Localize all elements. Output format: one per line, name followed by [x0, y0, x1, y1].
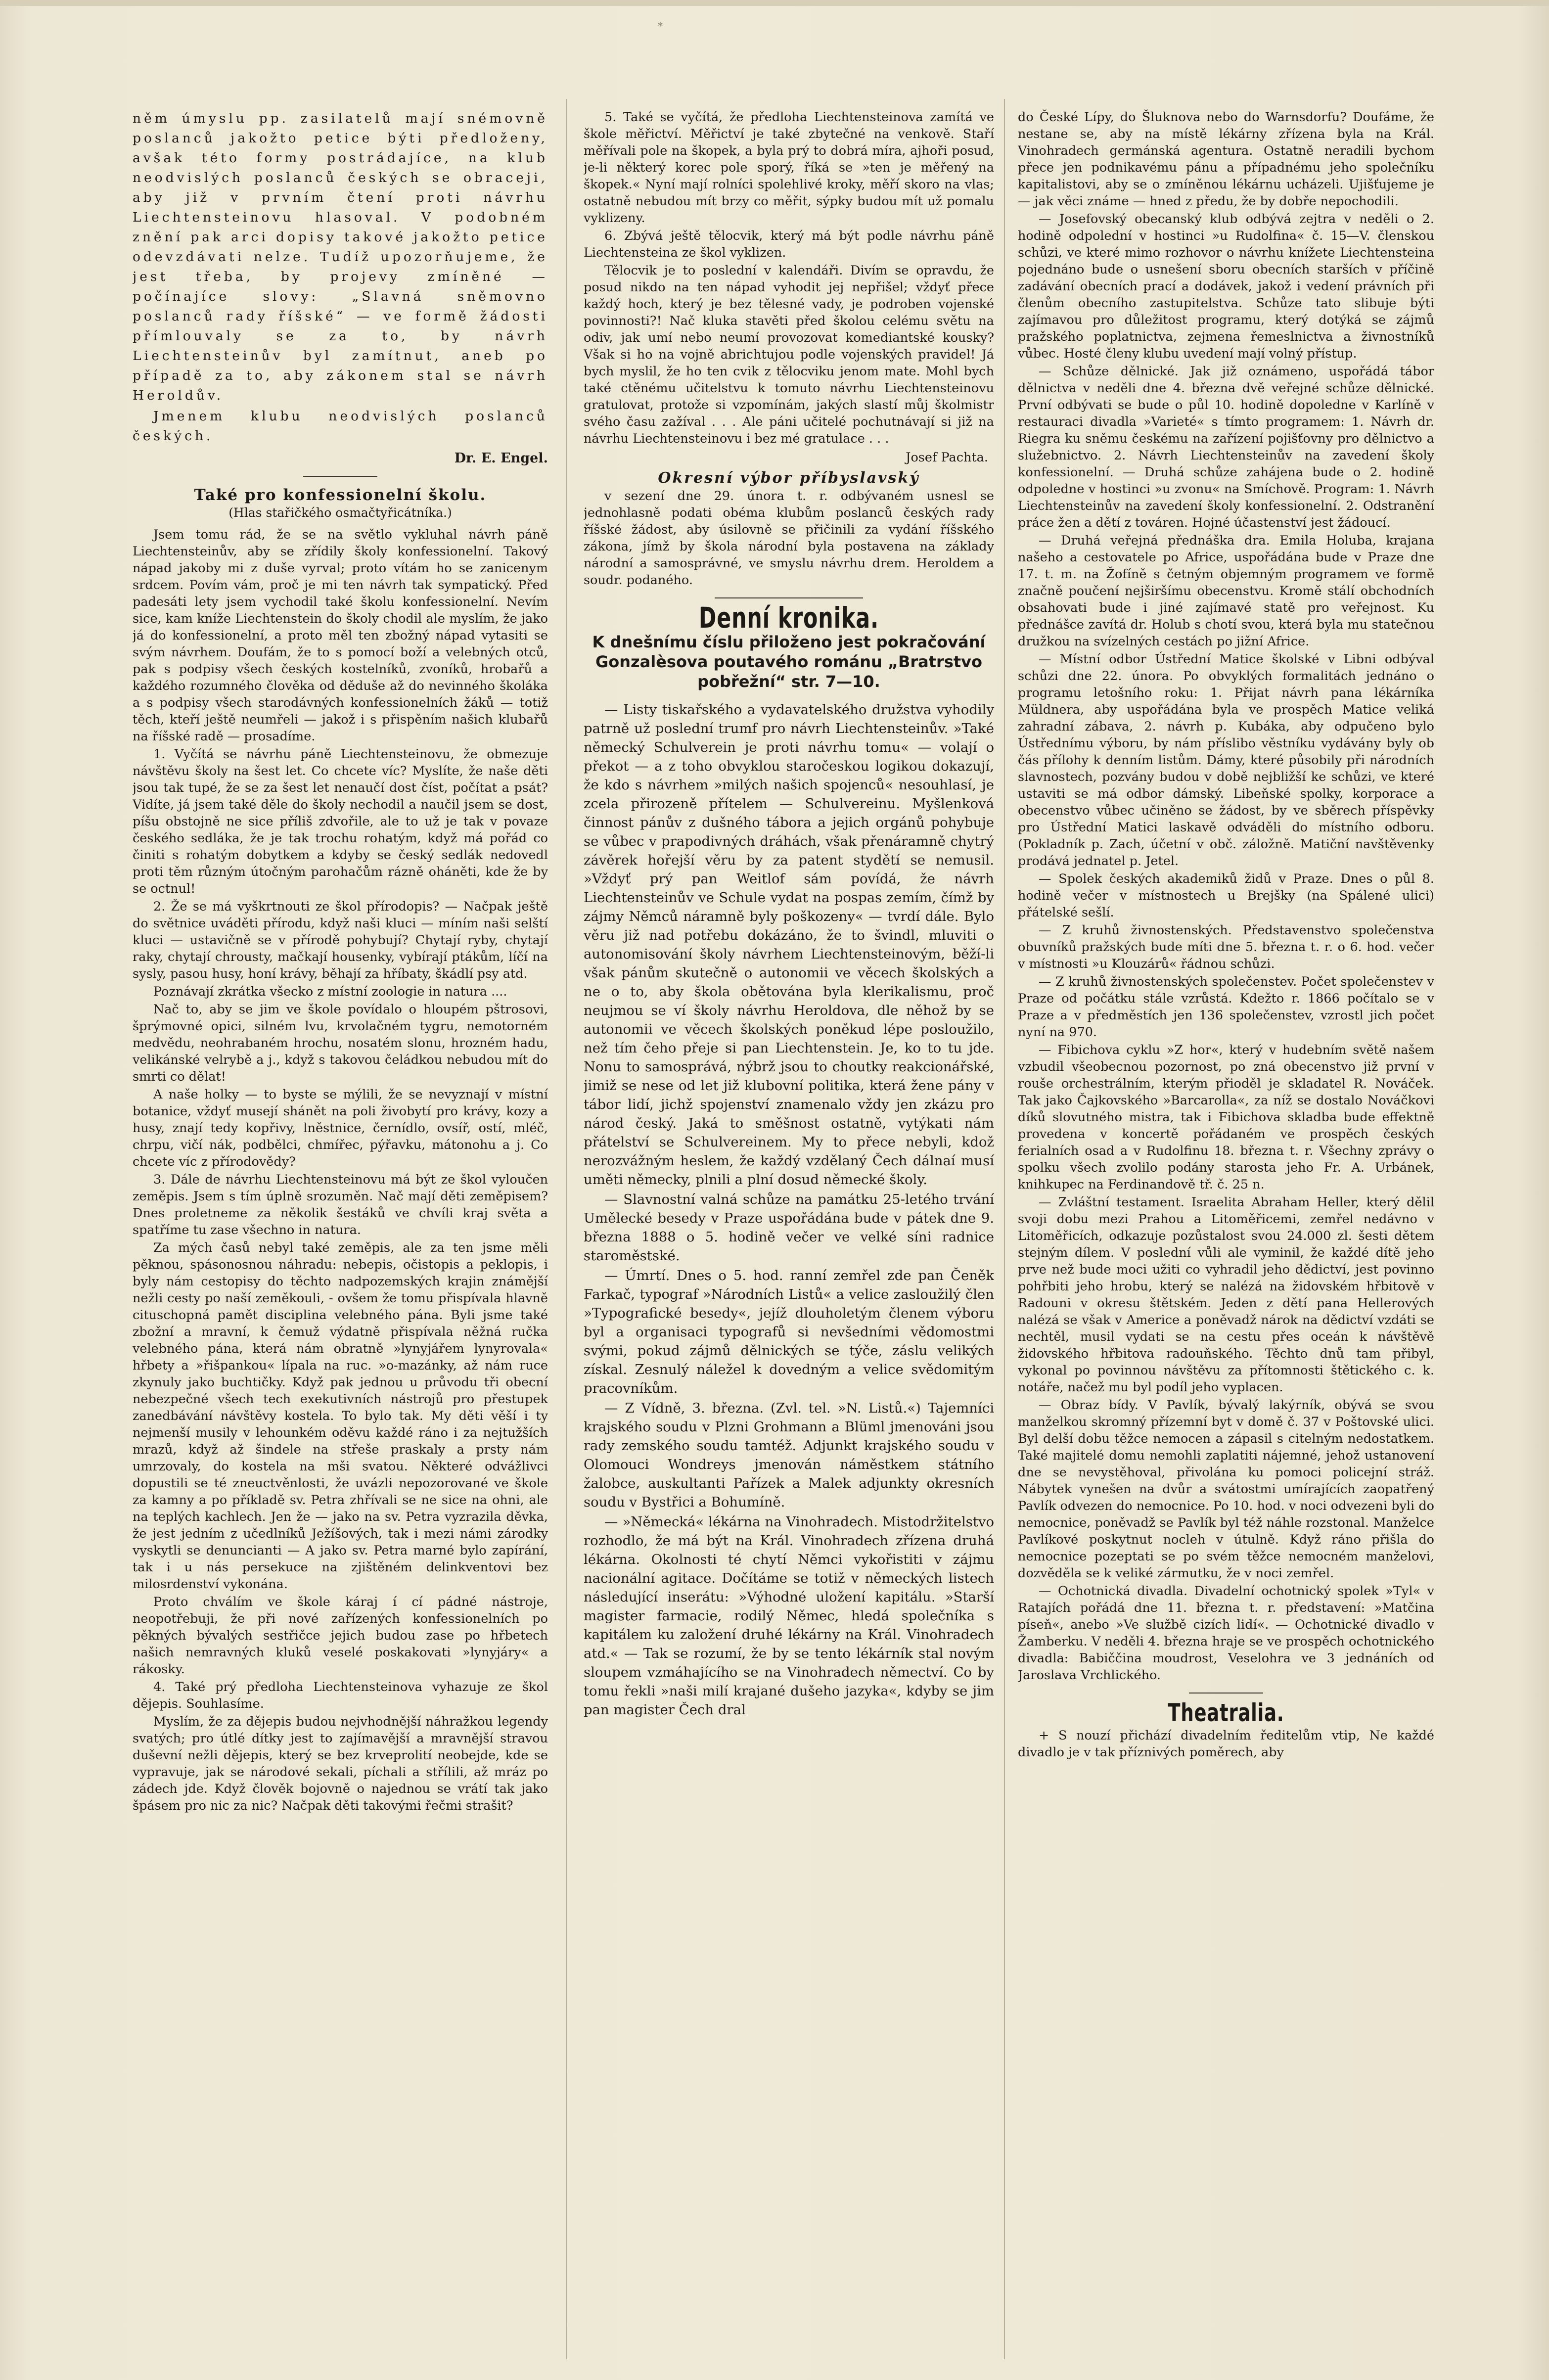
page-top-edge [0, 0, 1549, 6]
denni-kronika-heading: Denní kronika. [698, 601, 879, 635]
news-item: — Úmrtí. Dnes o 5. hod. ranní zemřel zde pan Čeněk Farkač, typograf »Národních Listů« a velice zasloužilý člen »Typografické besedy«, jejíž dlouholetým členem výboru byl a organisaci typografů si nevšedními vědomostmi svými, pokud zájmů dělnických se týče, záslu velikých získal. Zesnulý náležel k dovedným a velice svědomitým pracovníkům. [584, 1268, 994, 1396]
news-item: — Z Vídně, 3. března. (Zvl. tel. »N. Listů.«) Tajemníci krajského soudu v Plzni Grohmann a Blüml jmenováni jsou rady zemského soudu tamtéž. Adjunkt krajského soudu v Olomouci Wondreys jmenován náměstkem státního žalobce, auskultanti Pařízek a Malek adjunkty okresních soudu v Bystřici a Bohumíně. [584, 1400, 994, 1510]
column-3 [1018, 109, 1434, 2354]
news-item: — »Německá« lékárna na Vinohradech. Mistodržitelstvo rozhodlo, že má být na Král. Vinohradech zřízena druhá lékárna. Okolnosti té chytí Němci vykořistiti v zájmu nacionální agitace. Dočítáme se totiž v německých listech následující inserátu: »Výhodné uložení kapitálu. »Starší magister farmacie, rodilý Němec, hledá společníka s kapitálem ku založení druhé lékárny na Král. Vinohradech atd.« — Tak se rozumí, že by se tento lékárník stal novým sloupem vzmáhajícího se na Vinohradech němectví. Co by tomu řekli »naši milí krajané dušeho jazyka«, kdyby se jim pan magister Čech dral [584, 1514, 994, 1718]
news-item-continued: do České Lípy, do Šluknova nebo do Warnsdorfu? Doufáme, že nestane se, aby na místě lékárny zřízena byla na Král. Vinohradech germánská agentura. Ostatně neradili bychom přece jen podnikavému pánu a případnému jeho společníku kapitalistovi, aby se o zmíněnou lékárnu ucházeli. Ujišťujeme je — jak věci známe — hned z předu, že by dobře nepochodili. [1018, 110, 1434, 209]
column-1 [133, 109, 548, 2354]
section-separator [715, 597, 863, 598]
news-item: — Místní odbor Ústřední Matice školské v Libni odbýval schůzi dne 22. února. Po obvyklých formalitách jednáno o programu letošního roku: 1. Přijat návrh pana lékárníka Müldnera, aby uspořádána byla ve prospěch Matice veliká zahradní zábava, 2. návrh p. Kubáka, aby odpučeno bylo Ústřednímu výboru, by nám příslibo věstníku vydávány byly ob čás přílohy k denním listům. Dámy, které působily při národních slavnostech, pozvány budou v době nejbližší ke schůzi, ve které ustaviti se má odbor dámský. Libeňské spolky, korporace a obecenstvo vůbec učiněno se žádost, by ve sběrech příspěvky pro Ústřední Matici laskavě odváděli do místního odboru. (Pokladník p. Zach, účetní v obč. záložně. Matiční navštěvenky prodává jednatel p. Jetel. [1018, 652, 1434, 869]
article-paragraph: Jsem tomu rád, že se na světlo vykluhal návrh páně Liechtensteinův, aby se zřídily školy konfessionelní. Takový nápad jakoby mi z duše vyrval; proto vítám ho se zanicenym srdcem. Povím vám, proč je mi ten návrh tak sympatický. Před padesáti lety jsem vychodil také školu konfessionelní. Nevím sice, kam kníže Liechtenstein do školy chodil ale myslím, že jako já do konfessionelní, a proto měl ten zbožný nápad vytasiti se svým návrhem. Doufám, že to s pomocí boží a velebných otců, pak s podpisy všech českých kostelníků, zvoníků, hrobařů a každého rozumného člověka od děduše až do nevinného školáka a s podpisy všech starodávných konfessionelních žáků — totiž těch, kteří ještě neumřeli — jakož i s přispěním našich klubařů na říšské radě — prosadíme. [133, 527, 548, 744]
article-paragraph: 4. Také prý předloha Liechtensteinova vyhazuje ze škol dějepis. Souhlasíme. [133, 1680, 548, 1711]
article-paragraph: 6. Zbývá ještě tělocvik, který má být podle návrhu páně Liechtensteina ze škol vyklizen. [584, 229, 994, 260]
news-item: — Listy tiskařského a vydavatelského družstva vyhodily patrně už poslední trumf pro návrh Liechtensteinův. »Také německý Schulverein je proti návrhu tomu« — volají o překot — a z toho obvyklou staročeskou logikou dokazují, že kdo s návrhem »milých našich spojenců« nesouhlasí, je zcela přirozeně přítelem — Schulvereinu. Myšlenková činnost pánův z dušného tábora a jejich orgánů pohybuje se vůbec v prapodivných dráhách, však přenáramně chytrý závěrek hořejší věru by za patent stydětí se nemusil. »Vždyť prý pan Weitlof sám povídá, že návrh Liechtensteinův ve Schule vydat na pospas zemím, čímž by zájmy Němců náramně byly poškozeny« — tvrdí dále. Bylo věru již nad potřebu dokázáno, že to švindl, mluviti o autonomisování školy návrhem Liechtensteinovým, běží-li však pánům skutečně o autonomii ve věcech školských a ne o to, aby škola obětována byla klerikalismu, proč neujmou se ví školy návrhu Heroldova, dle něhož by se autonomii ve věcech školských poněkud lépe posloužilo, než tím čeho přeje si pan Liechtenstein. Je, ko to tu jde. Nonu to samosprává, nýbrž jsou to choutky reakcionářské, jimiž se nese od let již klubovní politika, která žene pány v tábor lidí, jichž spojenství znamenalo vždy jen zkázu pro národ český. Jaká to směšnost ostatně, vytýkati nám přátelství se Schulvereinem. My to přece nebyli, kdož nerozvážným heslem, že každý vzdělaný Čech dálnaí musí uměti německy, plnili a plní dosud německé školy. [584, 702, 994, 1188]
news-item: — Obraz bídy. V Pavlík, bývalý lakýrník, obývá se svou manželkou skromný přízemní byt v domě č. 37 v Poštovské ulici. Byl delší dobu těžce nemocen a zápasil s citelným nedostatkem. Také majitelé domu nemohli zaplatiti nájemné, jehož ustanovení dne se nevystěhoval, přivolána ku pomoci policejní stráž. Nábytek vynešen na dvůr a svátostmi umírajících zaopatřený Pavlík odvezen do nemocnice. Po 10. hod. v noci odvezeni byli do nemocnice, poněvadž se Pavlík byl též náhle rozstonal. Manželce Pavlíkové poskytnut nocleh v útulně. Když ráno přišla do nemocnice pozeptati se po svém těžce nemocném manželovi, dozvěděla se k veliké zármutku, že v noci zemřel. [1018, 1398, 1434, 1581]
club-appeal-text: něm úmyslu pp. zasilatelů mají snémovně poslanců jakožto petice býti předloženy, avšak této formy postrádajíce, na klub neodvislých poslanců českých se obraceji, aby již v prvním čtení proti návrhu Liechtensteinovu hlasoval. V podobném znění pak arci dopisy takové jakožto petice odevzdávati nelze. Tudíž upozorňujeme, že jest třeba, by projevy zmíněné — počínajíce slovy: „Slavná sněmovno poslanců rady říšské“ — ve formě žádosti přímlouvaly se za to, by návrh Liechtensteinův byl zamítnut, aneb po případě za to, aby zákonem stal se návrh Heroldův. [133, 111, 548, 403]
article-paragraph: Proto chválím ve škole káraj í cí pádné nástroje, neopotřebuji, že při nové zařízených konfessionelních po pěkných bývalých sestřičce jejich budou zase po hřbetech našich nemravných kluků veselé poskakovati »lynyjáry« a rákosky. [133, 1595, 548, 1677]
article-paragraph: Poznávají zkrátka všecko z místní zoologie in natura .... [153, 984, 507, 999]
signature-pachta: Josef Pachta. [906, 450, 988, 465]
news-item: — Druhá veřejná přednáška dra. Emila Holuba, krajana našeho a cestovatele po Africe, uspořádána bude v Praze dne 17. t. m. na Žofíně s četným objemným programem ve formě značně poučení nejširšímu obecenstvu. Kromě stálí obchodních obsahovati bude i jiné zajímavé statě pro veřejnost. Ku přednášce zavítá dr. Holub s chotí svou, která byla mu statečnou družkou na svízelných cestách po jižní Africe. [1018, 533, 1434, 649]
article-paragraph: 5. Také se vyčítá, že předloha Liechtensteinova zamítá ve škole měřictví. Měřictví je také zbytečné na venkově. Staří měřívali pole na škopek, a byla prý to dobrá míra, ajhoři posud, je-li některý korec pole sporý, říká se »ten je měřený na škopek.« Nyní mají rolníci spolehlivé kroky, měří skoro na vlas; ostatně nebudou mít brzy co měřit, sýpky budou mít už pomalu vyklizeny. [584, 110, 994, 226]
supplement-notice: K dnešnímu číslu přiloženo jest pokračování Gonzalèsova poutavého románu „Bratrstvo pobřežní“ str. 7—10. [592, 633, 986, 691]
article-subtitle: (Hlas stařičkého osmačtyřicátníka.) [228, 505, 452, 520]
news-item: — Zvláštní testament. Israelita Abraham Heller, který dělil svoji dobu mezi Prahou a Litoměřicemi, zemřel nedávno v Litoměřicích, odkazuje pozůstalost svou 24.000 zl. šesti dětem stejným dílem. V poslední vůli ale vyminil, že každé dítě jeho prve než bude moci užiti co vyhradil jeho dědictví, jest povinno pohřbiti jeho hrobu, který se nalézá na židovském hřbitově v Radouni v okresu štětském. Jeden z dětí pana Hellerových nalézá se však v Americe a poněvadž nárok na dědictví vzdáti se nechtěl, musil vydati se na cestu přes oceán k návštěvě židovského hřbitova radouňského. Těchto dnů tam přibyl, vykonal po povinnou návštěvu za přítomnosti štětického c. k. notáře, načež mu byl podíl jeho vyplacen. [1018, 1195, 1434, 1395]
theatralia-text: + S nouzí přichází divadelním ředitelům vtip, Ne každé divadlo je v tak příznivých poměrech, aby [1018, 1728, 1434, 1760]
news-item: — Z kruhů živnostenských. Představenstvo společenstva obuvníků pražských bude míti dne 5. března t. r. o 6. hod. večer v místnosti »u Klouzárů« řádnou schůzi. [1018, 923, 1434, 971]
okresni-vybor-heading: Okresní výbor příbyslavský [658, 469, 920, 487]
news-item: — Ochotnická divadla. Divadelní ochotnický spolek »Tyl« v Ratajích pořádá dne 11. března t. r. představení: »Matčina píseň«, anebo »Ve službě cizích lidí«. — Ochotnické divadlo v Žamberku. V neděli 4. března hraje se ve prospěch ochotnického divadla: Babiččina moudrost, Veselohra ve 3 jednáních od Jaroslava Vrchlického. [1018, 1584, 1434, 1683]
article-paragraph: 3. Dále de návrhu Liechtensteinovu má být ze škol vyloučen zeměpis. Jsem s tím úplně srozuměn. Nač mají děti zeměpisem? Dnes proletneme za několik šestáků ve chvíli kraj světa a spatříme tu zase všechno in natura. [133, 1172, 548, 1237]
article-paragraph: 1. Vyčítá se návrhu páně Liechtensteinovu, že obmezuje návštěvu školy na šest let. Co chcete víc? Myslíte, že naše děti jsou tak tupé, že se za šest let nenaučí dost číst, počítat a psát? Vidíte, já jsem také děle do školy nechodil a naučil jsem se dost, píšu obstojně ne sice příliš zdvořile, ale to už je tak v povaze českého sedláka, že je tak trochu rohatým, když má pořád co činiti s rohatým dobytkem a kdyby se český sedlák nedovedl proti těm různým útočným parohačům rázně oháněti, kde že by se octnul! [133, 747, 548, 896]
news-item: — Slavnostní valná schůze na památku 25-letého trvání Umělecké besedy v Praze uspořádána bude v pátek dne 9. března 1888 o 5. hodině večer ve velké síni radnice staroměstské. [584, 1191, 994, 1264]
article-paragraph: Tělocvik je to poslední v kalendáři. Divím se opravdu, že posud nikdo na ten nápad vyhodit jej nepřišel; vždyť přece každý hoch, který je bez tělesné vady, je podroben vojenské povinnosti?! Nač kluka stavěti před školou celému světu na odiv, jak umí nebo neumí provozovat komediantské kousky? Však si ho na vojně abrichtujou podle vojenských pravidel! Já bych myslil, že ho ten cvik z tělocviku jenom mate. Mohl bych také ctěnému učitelstvu k tomuto návrhu Liechtensteinovu gratulovat, protože si vzpomínám, jakých slastí můj školmistr svého času zažíval . . . Ale páni učitelé pochutnávají si již na návrhu Liechtensteinovu i bez mé gratulace . . . [584, 263, 994, 446]
okresni-vybor-text: v sezení dne 29. února t. r. odbývaném usnesl se jednohlasně podati obéma klubům poslanců českých rady říšské žádost, aby úsilovně se přičinili za vydání říšského zákona, jímž by škola národní byla postavena na základy národní a samosprávné, ve smyslu návrhu drem. Heroldem a soudr. podaného. [584, 489, 994, 588]
column-rule-2 [1004, 99, 1005, 2359]
theatralia-heading: Theatralia. [1168, 1698, 1284, 1727]
page-mark: * [658, 20, 663, 32]
column-2 [584, 109, 994, 2354]
article-paragraph: A naše holky — to byste se mýlili, že se nevyznají v místní botanice, vždyť musejí shánět na poli živobytí pro krávy, kozy a husy, znají tedy kopřivy, lněstnice, černídlo, ovsíř, ostí, mléč, chrpu, vičí nák, podbělci, chmířec, pýřavku, mátonohu a j. Co chcete víc z přírodovědy? [133, 1087, 548, 1169]
article-title-konfessionelni: Také pro konfessionelní školu. [194, 486, 487, 504]
article-paragraph: Za mých časů nebyl také zeměpis, ale za ten jsme měli pěknou, spásonosnou náhradu: nebepis, očistopis a peklopis, i byly nám cestopisy do těchto nadpozemských krajin známější nežli cesty po naší zeměkouli, - ovšem že tomu přispívala hlavně cituschopná pamět disciplina velebného pána. Byli jsme také zbožní a mravní, k čemuž výdatně přispívala něžná ručka velebného pána, která nám obratně »lynyjářem lynyrovala« hřbety a »řišpankou« lípala na ruc. »o-mazánky, až nám ruce zkynuly jako buchtičky. Když pak jednou u průvodu tři obecní nebezpečné všech tech exekutivních nástrojů pro přestupek zanedbávání návštěvy kostela. To bylo tak. My děti věší i ty nejmenší musily v lehounkém oděvu každé ráno i za nejtužších mrazů, když až šindele na střeše praskaly a prsty nám umrzovaly, do kostela na mši svatou. Některé odvážlivci dopustili se té zneuctvěnlosti, že uvázli nepozorované ve škole za kamny a po příkladě sv. Petra zhřívali se ne sice na ohni, ale na teplých kachlech. Jen že — jako na sv. Petra vyzrazila děvka, že jest jedním z učedlníků Ježíšových, tak i mezi námi zárodky vyskytli se denuncianti — A jako sv. Petra marné bylo zapírání, tak i u nás persekuce na zjištěném delinkventovi bez milosrdenství vykonána. [133, 1240, 548, 1592]
news-item: — Josefovský obecanský klub odbývá zejtra v neděli o 2. hodině odpolední v hostinci »u Rudolfina« č. 15—V. členskou schůzi, ve které mimo rozhovor o návrhu knížete Liechtensteina pojednáno bude o usnešení sboru obecních starších v příčině zadávání obecních prací a dodávek, jakož i vedení právních při členům obecního zastupitelstva. Schůze tato slibuje býti zajímavou pro důležitost programu, který dotýká se zájmů pražského poplatnictva, zejmena řemeslnictva a živnostníků vůbec. Hosté členy klubu uvedení mají volný přístup. [1018, 212, 1434, 361]
news-item: — Schůze dělnické. Jak již oznámeno, uspořádá tábor dělnictva v neděli dne 4. března dvě veřejné schůze dělnické. První odbývati se bude o půl 10. hodině dopoledne v Karlíně v restauraci divadla »Varieté« s tímto programem: 1. Návrh dr. Riegra ku sněmu českému na zařízení pojišťovny pro dělnictvo a služebnictvo. 2. Návrh Liechtensteinův na zavedení školy konfessionelní. — Druhá schůze zahájena bude o 2. hodině odpoledne v hostinci »u zvonu« na Smíchově. Program: 1. Návrh Liechtensteinův na zavedení školy konfessionelní. 2. Odstranění práce žen a dětí z továren. Hojné účastenství jest žádoucí. [1018, 364, 1434, 530]
signature-engel: Dr. E. Engel. [454, 451, 548, 466]
club-appeal-closing: Jmenem klubu neodvislých poslanců českých. [133, 409, 548, 444]
article-paragraph: Myslím, že za dějepis budou nejvhodnější náhražkou legendy svatých; pro útlé dítky jest to zajímavější a mravnější stravou duševní nežli dějepis, který se bez krveprolití neobejde, kde se vypravuje, jak se národové sekali, píchali a střílili, až mráz po zádech jde. Když člověk bojovně o najednou se vrátí tak jako špásem pro nic za nic? Načpak děti takovými řečmi strašit? [133, 1714, 548, 1813]
article-paragraph: Nač to, aby se jim ve škole povídalo o hloupém pštrosovi, šprýmovné opici, silném lvu, krvolačném tygru, nemotorném medvědu, neohrabaném hrochu, nosatém slonu, hrozném hadu, velikánské velrybě a j., když s takovou čeládkou nebudou mít do smrti co dělat! [133, 1002, 548, 1084]
news-item: — Spolek českých akademiků židů v Praze. Dnes o půl 8. hodině večer v místnostech u Brejšky (na Spálené ulici) přátelské sešlí. [1018, 871, 1434, 920]
news-item: — Fibichova cyklu »Z hor«, který v hudebním světě našem vzbudil všeobecnou pozornost, po zná obecenstvo již první v rouše orchestrálním, kterým přioděl je skladatel R. Nováček. Tak jako Čajkovského »Barcarolla«, za níž se dostalo Nováčkovi díků slovutného mistra, tak i Fibichova skladba bude effektně provedena v koncertě pořádaném ve prospěch českých ferialních osad a v Rudolfinu 18. března t. r. Všechny zprávy o spolku všech zvolilo podány starosta jeho Fr. A. Urbánek, knihkupec na Ferdinandově tř. č. 25 n. [1018, 1043, 1434, 1192]
article-paragraph: 2. Že se má vyškrtnouti ze škol přírodopis? — Načpak ještě do světnice uváděti přírodu, když naši kluci — míním naši selští kluci — ustavičně se v přírodě pohybují? Chytají ryby, chytají raky, chytají chrousty, mačkají housenky, vybírají ptákům, líčí na sysly, pasou husy, honí krávy, běhají za hříbaty, škádlí psy atd. [133, 899, 548, 981]
section-separator [303, 476, 377, 477]
news-item: — Z kruhů živnostenských společenstev. Počet společenstev v Praze od počátku stále vzrůstá. Kdežto r. 1866 počítalo se v Praze a v předměstích jen 136 společenstev, vzrostl jich počet nyní na 970. [1018, 974, 1434, 1040]
column-rule-1 [566, 99, 567, 2359]
